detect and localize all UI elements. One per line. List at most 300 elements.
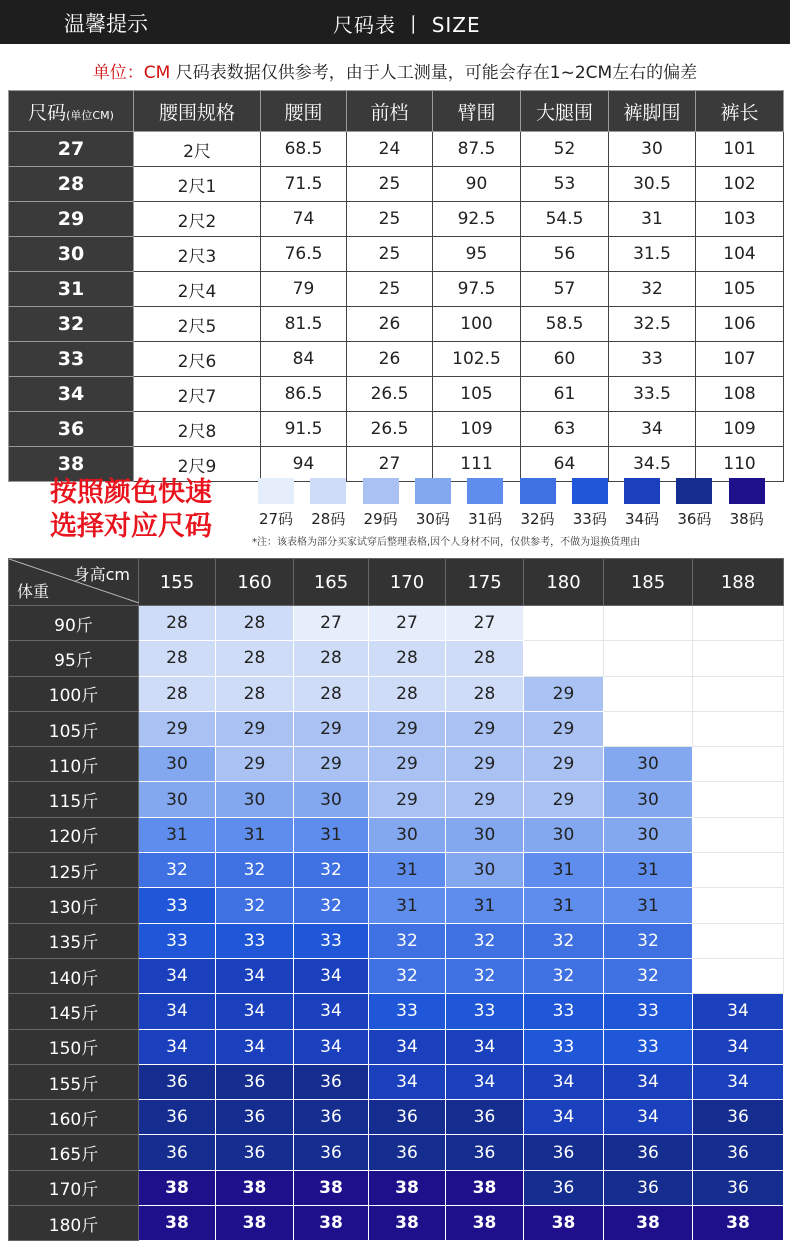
size-recommendation-cell: 34 (294, 994, 369, 1029)
legend-swatch (676, 478, 712, 504)
top-bar (0, 0, 790, 44)
height-weight-body (9, 606, 784, 1241)
size-recommendation-cell: 29 (446, 711, 524, 746)
size-header-label: 臂围 (457, 101, 496, 124)
size-recommendation-cell: 29 (369, 747, 446, 782)
size-recommendation-cell: 34 (693, 1064, 784, 1099)
legend-swatch (258, 478, 294, 504)
weight-row (9, 676, 784, 711)
legend-label: 27码 (258, 510, 294, 528)
size-cell: 28 (9, 167, 134, 202)
size-recommendation-cell: 30 (294, 782, 369, 817)
size-recommendation-cell: 36 (294, 1135, 369, 1170)
measurement-cell: 63 (521, 412, 609, 447)
measurement-cell: 100 (433, 307, 521, 342)
measurement-cell: 92.5 (433, 202, 521, 237)
size-header-cell (347, 91, 433, 132)
measurement-cell: 84 (261, 342, 347, 377)
corner-header (9, 559, 139, 606)
size-recommendation-cell: 32 (604, 958, 693, 993)
height-header-cell: 185 (604, 559, 693, 606)
size-recommendation-cell: 28 (294, 676, 369, 711)
size-recommendation-cell (693, 782, 784, 817)
size-recommendation-cell (693, 888, 784, 923)
size-recommendation-cell: 33 (294, 923, 369, 958)
size-recommendation-cell: 38 (139, 1206, 216, 1241)
weight-cell: 155斤 (9, 1064, 139, 1099)
size-recommendation-cell: 29 (216, 711, 294, 746)
size-recommendation-cell: 33 (139, 923, 216, 958)
unit-note: (单位CM) (66, 108, 114, 122)
notice-text: 尺码表数据仅供参考，由于人工测量，可能会存在1~2CM左右的偏差 (170, 63, 698, 83)
size-recommendation-cell: 30 (604, 747, 693, 782)
size-recommendation-cell: 32 (604, 923, 693, 958)
size-cell: 29 (9, 202, 134, 237)
size-recommendation-cell: 29 (294, 711, 369, 746)
weight-row (9, 1064, 784, 1099)
size-recommendation-cell: 36 (369, 1100, 446, 1135)
measurement-cell: 31 (609, 202, 696, 237)
size-recommendation-cell (604, 711, 693, 746)
size-recommendation-cell: 28 (216, 641, 294, 676)
size-recommendation-cell: 34 (139, 958, 216, 993)
height-header-row (9, 559, 784, 606)
weight-row (9, 1206, 784, 1241)
size-recommendation-cell: 34 (369, 1064, 446, 1099)
weight-row (9, 747, 784, 782)
measurement-cell: 52 (521, 132, 609, 167)
size-recommendation-cell: 29 (294, 747, 369, 782)
size-recommendation-cell: 30 (216, 782, 294, 817)
measurement-cell: 33.5 (609, 377, 696, 412)
size-cell: 36 (9, 412, 134, 447)
measurement-cell: 25 (347, 272, 433, 307)
size-recommendation-cell: 38 (294, 1170, 369, 1205)
size-recommendation-cell: 33 (446, 994, 524, 1029)
size-recommendation-cell: 29 (369, 782, 446, 817)
size-recommendation-cell: 38 (294, 1206, 369, 1241)
size-recommendation-cell: 28 (446, 641, 524, 676)
size-recommendation-cell: 36 (139, 1100, 216, 1135)
height-header-cell: 170 (369, 559, 446, 606)
measurement-cell: 27 (347, 447, 433, 482)
size-recommendation-cell: 29 (524, 782, 604, 817)
size-header-label: 尺码 (28, 101, 67, 124)
size-recommendation-cell: 36 (139, 1064, 216, 1099)
size-cell: 34 (9, 377, 134, 412)
weight-row (9, 1170, 784, 1205)
size-recommendation-cell: 31 (446, 888, 524, 923)
weight-cell: 145斤 (9, 994, 139, 1029)
measurement-cell: 26.5 (347, 412, 433, 447)
measurement-cell: 25 (347, 237, 433, 272)
size-recommendation-cell: 36 (604, 1135, 693, 1170)
size-recommendation-cell: 34 (604, 1064, 693, 1099)
weight-cell: 95斤 (9, 641, 139, 676)
measurement-cell: 31.5 (609, 237, 696, 272)
size-recommendation-cell (693, 606, 784, 641)
weight-cell: 125斤 (9, 853, 139, 888)
size-recommendation-cell (693, 747, 784, 782)
legend-label: 28码 (311, 510, 346, 528)
weight-row (9, 1029, 784, 1064)
size-recommendation-cell: 28 (369, 641, 446, 676)
measurement-cell: 111 (433, 447, 521, 482)
size-recommendation-cell: 31 (294, 817, 369, 852)
measurement-cell: 2尺5 (134, 307, 261, 342)
measurement-cell: 26.5 (347, 377, 433, 412)
measurement-cell: 26 (347, 342, 433, 377)
measurement-cell: 2尺4 (134, 272, 261, 307)
height-header-cell: 155 (139, 559, 216, 606)
measurement-cell: 74 (261, 202, 347, 237)
weight-cell: 150斤 (9, 1029, 139, 1064)
size-recommendation-cell: 36 (216, 1135, 294, 1170)
measurement-cell: 33 (609, 342, 696, 377)
size-recommendation-cell: 32 (139, 853, 216, 888)
size-recommendation-cell: 33 (604, 994, 693, 1029)
size-recommendation-cell: 28 (139, 606, 216, 641)
legend-label: 34码 (625, 510, 660, 528)
weight-row (9, 888, 784, 923)
legend-swatch (415, 478, 451, 504)
size-recommendation-cell: 29 (524, 711, 604, 746)
color-legend (256, 478, 786, 530)
size-recommendation-cell (604, 676, 693, 711)
height-header-cell: 180 (524, 559, 604, 606)
measurement-cell: 2尺9 (134, 447, 261, 482)
size-recommendation-cell: 27 (369, 606, 446, 641)
size-recommendation-cell: 32 (216, 888, 294, 923)
size-recommendation-cell (524, 606, 604, 641)
size-recommendation-cell: 29 (524, 747, 604, 782)
measurement-cell: 54.5 (521, 202, 609, 237)
size-recommendation-cell: 36 (294, 1064, 369, 1099)
measurement-cell: 68.5 (261, 132, 347, 167)
size-recommendation-cell: 38 (369, 1170, 446, 1205)
size-cell: 27 (9, 132, 134, 167)
measurement-cell: 34 (609, 412, 696, 447)
height-header-cell: 165 (294, 559, 369, 606)
size-recommendation-cell: 28 (216, 676, 294, 711)
size-recommendation-cell: 36 (446, 1100, 524, 1135)
size-header-cell (261, 91, 347, 132)
size-recommendation-cell (693, 817, 784, 852)
size-recommendation-cell: 33 (524, 1029, 604, 1064)
measurement-cell: 32.5 (609, 307, 696, 342)
size-table (8, 90, 784, 482)
size-recommendation-cell: 34 (216, 958, 294, 993)
legend-label: 32码 (520, 510, 555, 528)
legend-title (50, 476, 212, 544)
weight-row (9, 1135, 784, 1170)
weight-cell: 170斤 (9, 1170, 139, 1205)
measurement-cell: 30 (609, 132, 696, 167)
measurement-cell: 79 (261, 272, 347, 307)
size-table-row (9, 202, 784, 237)
measurement-cell: 25 (347, 202, 433, 237)
size-header-cell (521, 91, 609, 132)
size-table-row (9, 237, 784, 272)
size-recommendation-cell: 34 (604, 1100, 693, 1135)
legend-swatch (624, 478, 660, 504)
legend-swatch (729, 478, 765, 504)
height-header-cell: 188 (693, 559, 784, 606)
weight-row (9, 711, 784, 746)
size-recommendation-cell: 29 (446, 782, 524, 817)
size-recommendation-cell: 32 (446, 958, 524, 993)
weight-cell: 115斤 (9, 782, 139, 817)
size-recommendation-cell: 28 (139, 641, 216, 676)
size-recommendation-cell: 31 (139, 817, 216, 852)
legend-label: 33码 (572, 510, 607, 528)
height-axis-label: 身高cm (73, 565, 130, 584)
size-recommendation-cell: 31 (369, 888, 446, 923)
size-recommendation-cell (604, 606, 693, 641)
legend-label: 38码 (729, 510, 764, 528)
height-header-cell: 175 (446, 559, 524, 606)
measurement-cell: 26 (347, 307, 433, 342)
legend-swatch (520, 478, 556, 504)
size-recommendation-cell: 28 (216, 606, 294, 641)
size-recommendation-cell: 38 (524, 1206, 604, 1241)
weight-row (9, 958, 784, 993)
measurement-cell: 95 (433, 237, 521, 272)
size-recommendation-cell: 34 (693, 994, 784, 1029)
size-recommendation-cell: 29 (524, 676, 604, 711)
measurement-cell: 91.5 (261, 412, 347, 447)
size-recommendation-cell: 31 (604, 888, 693, 923)
size-table-body (9, 132, 784, 482)
size-recommendation-cell: 29 (369, 711, 446, 746)
size-recommendation-cell: 34 (216, 994, 294, 1029)
size-recommendation-cell: 36 (524, 1170, 604, 1205)
weight-row (9, 606, 784, 641)
legend-label: 29码 (363, 510, 398, 528)
size-recommendation-cell: 36 (216, 1100, 294, 1135)
measurement-cell: 60 (521, 342, 609, 377)
weight-cell: 180斤 (9, 1206, 139, 1241)
legend-swatch (467, 478, 503, 504)
size-recommendation-cell: 31 (524, 853, 604, 888)
size-recommendation-cell: 36 (446, 1135, 524, 1170)
size-recommendation-cell: 34 (524, 1100, 604, 1135)
size-recommendation-cell: 30 (139, 782, 216, 817)
measurement-cell: 102.5 (433, 342, 521, 377)
measurement-cell: 34.5 (609, 447, 696, 482)
size-recommendation-cell: 32 (294, 853, 369, 888)
measurement-cell: 86.5 (261, 377, 347, 412)
size-recommendation-cell: 34 (524, 1064, 604, 1099)
size-header-label: 大腿围 (535, 101, 593, 124)
size-recommendation-cell: 34 (446, 1029, 524, 1064)
legend-label: 30码 (415, 510, 450, 528)
size-recommendation-cell: 31 (604, 853, 693, 888)
measurement-cell: 61 (521, 377, 609, 412)
size-table-row (9, 132, 784, 167)
weight-axis-label: 体重 (17, 582, 50, 601)
size-header-cell (696, 91, 784, 132)
size-recommendation-cell: 33 (604, 1029, 693, 1064)
measurement-cell: 90 (433, 167, 521, 202)
weight-cell: 165斤 (9, 1135, 139, 1170)
measurement-cell: 2尺7 (134, 377, 261, 412)
measurement-cell: 2尺6 (134, 342, 261, 377)
size-cell: 32 (9, 307, 134, 342)
size-recommendation-cell: 30 (604, 782, 693, 817)
size-recommendation-cell: 34 (294, 1029, 369, 1064)
measurement-cell: 58.5 (521, 307, 609, 342)
size-header-cell (433, 91, 521, 132)
size-recommendation-cell: 34 (139, 994, 216, 1029)
measurement-notice (0, 58, 790, 83)
measurement-cell: 97.5 (433, 272, 521, 307)
measurement-cell: 103 (696, 202, 784, 237)
weight-cell: 90斤 (9, 606, 139, 641)
measurement-cell: 108 (696, 377, 784, 412)
size-recommendation-cell: 30 (139, 747, 216, 782)
size-recommendation-cell: 38 (446, 1170, 524, 1205)
size-header-label: 裤脚围 (623, 101, 681, 124)
size-recommendation-cell (693, 711, 784, 746)
size-recommendation-cell: 34 (369, 1029, 446, 1064)
size-recommendation-cell: 32 (216, 853, 294, 888)
measurement-cell: 64 (521, 447, 609, 482)
size-recommendation-cell: 38 (369, 1206, 446, 1241)
measurement-cell: 109 (433, 412, 521, 447)
size-recommendation-cell: 34 (294, 958, 369, 993)
size-recommendation-cell: 28 (294, 641, 369, 676)
height-weight-table (8, 558, 784, 1241)
height-header-cell: 160 (216, 559, 294, 606)
measurement-cell: 105 (433, 377, 521, 412)
size-recommendation-cell: 36 (216, 1064, 294, 1099)
size-cell: 33 (9, 342, 134, 377)
measurement-cell: 32 (609, 272, 696, 307)
measurement-cell: 57 (521, 272, 609, 307)
size-recommendation-cell: 36 (693, 1100, 784, 1135)
size-recommendation-cell: 33 (524, 994, 604, 1029)
size-recommendation-cell (524, 641, 604, 676)
size-table-header (9, 91, 784, 132)
legend-label: 36码 (677, 510, 712, 528)
size-recommendation-cell (693, 958, 784, 993)
measurement-cell: 107 (696, 342, 784, 377)
size-header-label: 腰围 (284, 101, 323, 124)
size-header-cell (609, 91, 696, 132)
size-cell: 31 (9, 272, 134, 307)
measurement-cell: 2尺3 (134, 237, 261, 272)
size-recommendation-cell: 31 (216, 817, 294, 852)
legend-swatch (310, 478, 346, 504)
size-recommendation-cell: 32 (524, 923, 604, 958)
measurement-cell: 102 (696, 167, 784, 202)
size-table-row (9, 342, 784, 377)
disclaimer-note: *注：该表格为部分买家试穿后整理表格,因个人身材不同，仅供参考，不做为退换货理由 (252, 537, 641, 548)
size-recommendation-cell: 32 (294, 888, 369, 923)
weight-row (9, 853, 784, 888)
size-header-label: 裤长 (720, 101, 759, 124)
size-recommendation-cell: 30 (446, 817, 524, 852)
legend-label: 31码 (468, 510, 503, 528)
size-recommendation-cell: 36 (139, 1135, 216, 1170)
size-recommendation-cell: 33 (216, 923, 294, 958)
size-recommendation-cell: 34 (693, 1029, 784, 1064)
size-recommendation-cell: 36 (604, 1170, 693, 1205)
size-recommendation-cell: 33 (139, 888, 216, 923)
weight-row (9, 641, 784, 676)
measurement-cell: 101 (696, 132, 784, 167)
size-recommendation-cell (693, 853, 784, 888)
weight-cell: 130斤 (9, 888, 139, 923)
size-recommendation-cell: 30 (604, 817, 693, 852)
measurement-cell: 2尺2 (134, 202, 261, 237)
size-recommendation-cell: 29 (216, 747, 294, 782)
measurement-cell: 106 (696, 307, 784, 342)
size-recommendation-cell: 27 (294, 606, 369, 641)
measurement-cell: 25 (347, 167, 433, 202)
measurement-cell: 53 (521, 167, 609, 202)
weight-row (9, 923, 784, 958)
size-recommendation-cell: 28 (139, 676, 216, 711)
measurement-cell: 30.5 (609, 167, 696, 202)
size-recommendation-cell (693, 641, 784, 676)
size-header-cell (134, 91, 261, 132)
size-cell: 30 (9, 237, 134, 272)
size-recommendation-cell: 36 (693, 1135, 784, 1170)
size-recommendation-cell: 38 (139, 1170, 216, 1205)
size-recommendation-cell: 31 (369, 853, 446, 888)
weight-row (9, 1100, 784, 1135)
size-recommendation-cell: 28 (446, 676, 524, 711)
size-table-row (9, 167, 784, 202)
size-recommendation-cell: 38 (604, 1206, 693, 1241)
tip-label: 温馨提示 (64, 12, 148, 36)
legend-swatch (363, 478, 399, 504)
size-recommendation-cell: 34 (139, 1029, 216, 1064)
size-recommendation-cell: 34 (446, 1064, 524, 1099)
measurement-cell: 24 (347, 132, 433, 167)
size-recommendation-cell: 38 (446, 1206, 524, 1241)
size-recommendation-cell: 34 (216, 1029, 294, 1064)
measurement-cell: 81.5 (261, 307, 347, 342)
weight-cell: 140斤 (9, 958, 139, 993)
size-recommendation-cell: 38 (216, 1170, 294, 1205)
measurement-cell: 94 (261, 447, 347, 482)
size-recommendation-cell: 36 (294, 1100, 369, 1135)
size-recommendation-cell: 36 (693, 1170, 784, 1205)
size-recommendation-cell: 38 (693, 1206, 784, 1241)
size-header-label: 腰围规格 (158, 101, 235, 124)
size-chart-title: 尺码表 丨 SIZE (333, 13, 481, 37)
size-recommendation-cell: 36 (369, 1135, 446, 1170)
size-header-cell (9, 91, 134, 132)
legend-title-line1: 按照颜色快速 (50, 477, 212, 508)
size-recommendation-cell: 32 (369, 923, 446, 958)
measurement-cell: 2尺 (134, 132, 261, 167)
measurement-cell: 71.5 (261, 167, 347, 202)
size-recommendation-cell: 30 (446, 853, 524, 888)
measurement-cell: 105 (696, 272, 784, 307)
size-table-row (9, 307, 784, 342)
weight-row (9, 782, 784, 817)
size-table-row (9, 272, 784, 307)
size-recommendation-cell: 32 (369, 958, 446, 993)
size-cell: 38 (9, 447, 134, 482)
weight-cell: 110斤 (9, 747, 139, 782)
weight-cell: 135斤 (9, 923, 139, 958)
measurement-cell: 87.5 (433, 132, 521, 167)
